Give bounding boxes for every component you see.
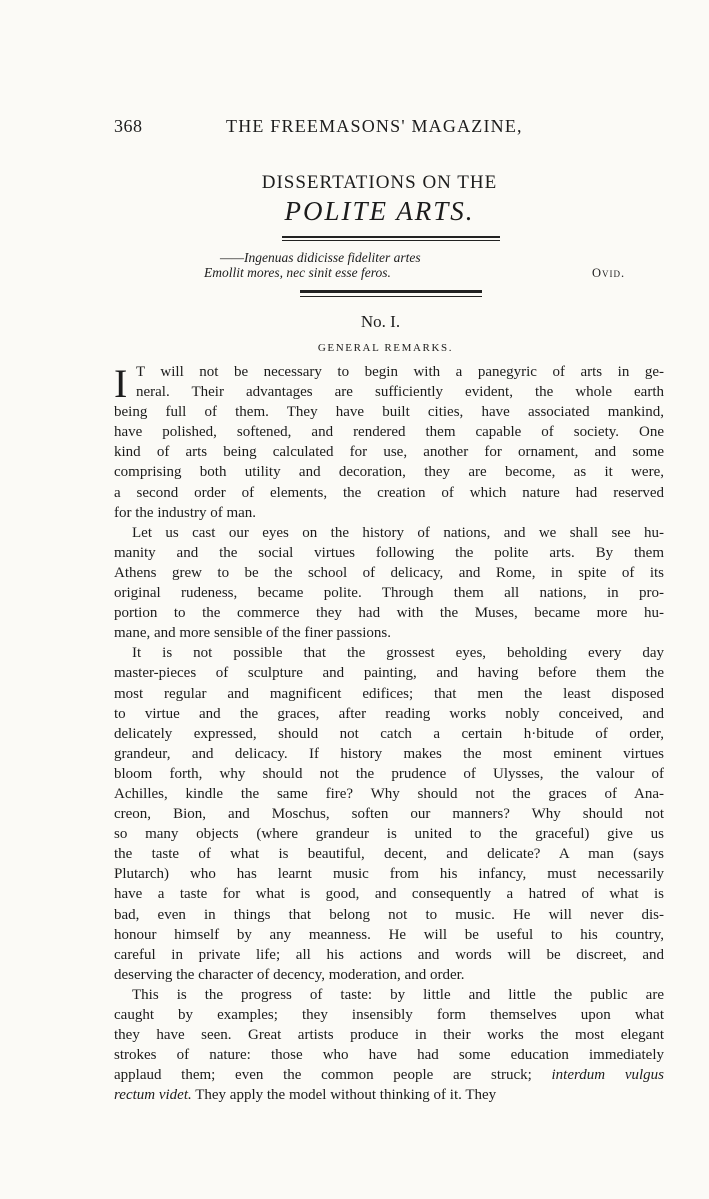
body-line: strokes of nature: those who have had some education immediately <box>114 1047 664 1064</box>
body-line: It is not possible that the grossest eyes, beholding every day <box>132 645 664 662</box>
body-line: have a taste for what is good, and consequently a hatred of what is <box>114 886 664 903</box>
magazine-title: THE FREEMASONS' MAGAZINE, <box>226 116 523 136</box>
body-line: comprising both utility and decoration, they are become, as it were, <box>114 464 664 481</box>
body-line: Plutarch) who has learnt music from his infancy, must necessarily <box>114 866 664 883</box>
latin-quote: rectum videt. <box>114 1087 192 1104</box>
body-line: for the industry of man. <box>114 504 257 521</box>
section-number: No. I. <box>360 312 401 331</box>
body-line: deserving the character of decency, moderation, and order. <box>114 966 465 983</box>
body-line: caught by examples; they insensibly form themselves upon what <box>114 1007 664 1023</box>
body-line <box>114 1085 664 1105</box>
body-line: so many objects (where grandeur is united to the graceful) give us <box>114 826 664 843</box>
article-body <box>114 362 664 1105</box>
body-line: to virtue and the graces, after reading works nobly conceived, and <box>114 705 664 722</box>
body-line: mane, and more sensible of the finer passions. <box>114 625 392 642</box>
section-heading: GENERAL REMARKS. <box>317 342 454 354</box>
body-line: kind of arts being calculated for use, another for ornament, and some <box>114 444 664 461</box>
body-line: Athens grew to be the school of delicacy, and Rome, in spite of its <box>114 564 664 581</box>
body-line: bloom forth, why should not the prudence of Ulysses, the valour of <box>114 765 664 782</box>
body-line: creon, Bion, and Moschus, soften our manners? Why should not <box>114 806 664 823</box>
body-line: Achilles, kindle the same fire? Why should not the graces of Ana- <box>114 785 664 802</box>
body-line: Let us cast our eyes on the history of nations, and we shall see hu- <box>132 524 664 541</box>
latin-quote: interdum vulgus <box>551 1067 664 1084</box>
body-line <box>114 1065 664 1085</box>
body-line: a second order of elements, the creation of which nature had reserved <box>114 484 664 501</box>
epigraph-line: ——Ingenuas didicisse fideliter artes <box>220 250 421 265</box>
running-head <box>114 116 634 138</box>
body-line: master-pieces of sculpture and painting, and having before them the <box>114 665 664 682</box>
body-line: have polished, softened, and rendered them capable of society. One <box>114 424 664 441</box>
body-line: delicately expressed, should not catch a certain h·bitude of order, <box>114 725 664 742</box>
body-line: portion to the commerce they had with the Muses, became more hu- <box>114 605 664 622</box>
article-subtitle: POLITE ARTS. <box>284 196 475 226</box>
body-line: honour himself by any meanness. He will be useful to his country, <box>114 926 664 943</box>
body-line: being full of them. They have built cities, have associated mankind, <box>114 404 664 421</box>
body-line: neral. Their advantages are sufficiently evident, the whole earth <box>136 384 664 401</box>
body-line: they have seen. Great artists produce in their works the most elegant <box>114 1027 664 1044</box>
title-rule <box>282 236 500 238</box>
drop-cap: I <box>114 361 128 406</box>
body-line: grandeur, and delicacy. If history makes the most eminent virtues <box>114 745 664 762</box>
body-line: careful in private life; all his actions and words will be discreet, and <box>114 946 664 963</box>
body-line: manity and the social virtues following the polite arts. By them <box>114 544 664 561</box>
epigraph-author: Ovid. <box>592 266 626 280</box>
body-line: most regular and magnificent edifices; that men the least disposed <box>114 685 664 702</box>
title-rule-thin <box>282 240 500 241</box>
body-line: original rudeness, became polite. Through them all nations, in pro- <box>114 585 664 602</box>
body-line: This is the progress of taste: by little and little the public are <box>132 986 664 1003</box>
body-line: the taste of what is beautiful, decent, and delicate? A man (says <box>114 846 664 863</box>
epigraph <box>204 250 644 280</box>
article-title: DISSERTATIONS ON THE <box>261 172 498 193</box>
body-line: T will not be necessary to begin with a panegyric of arts in ge- <box>136 364 664 380</box>
epigraph-rule <box>300 290 482 293</box>
page-number: 368 <box>114 116 143 136</box>
body-text: They apply the model without thinking of it. They <box>195 1087 497 1104</box>
body-text: applaud them; even the common people are struck; <box>114 1067 532 1084</box>
body-line: bad, even in things that belong not to music. He will never dis- <box>114 906 664 923</box>
epigraph-rule-thin <box>300 296 482 297</box>
epigraph-line: Emollit mores, nec sinit esse feros. <box>204 265 391 280</box>
